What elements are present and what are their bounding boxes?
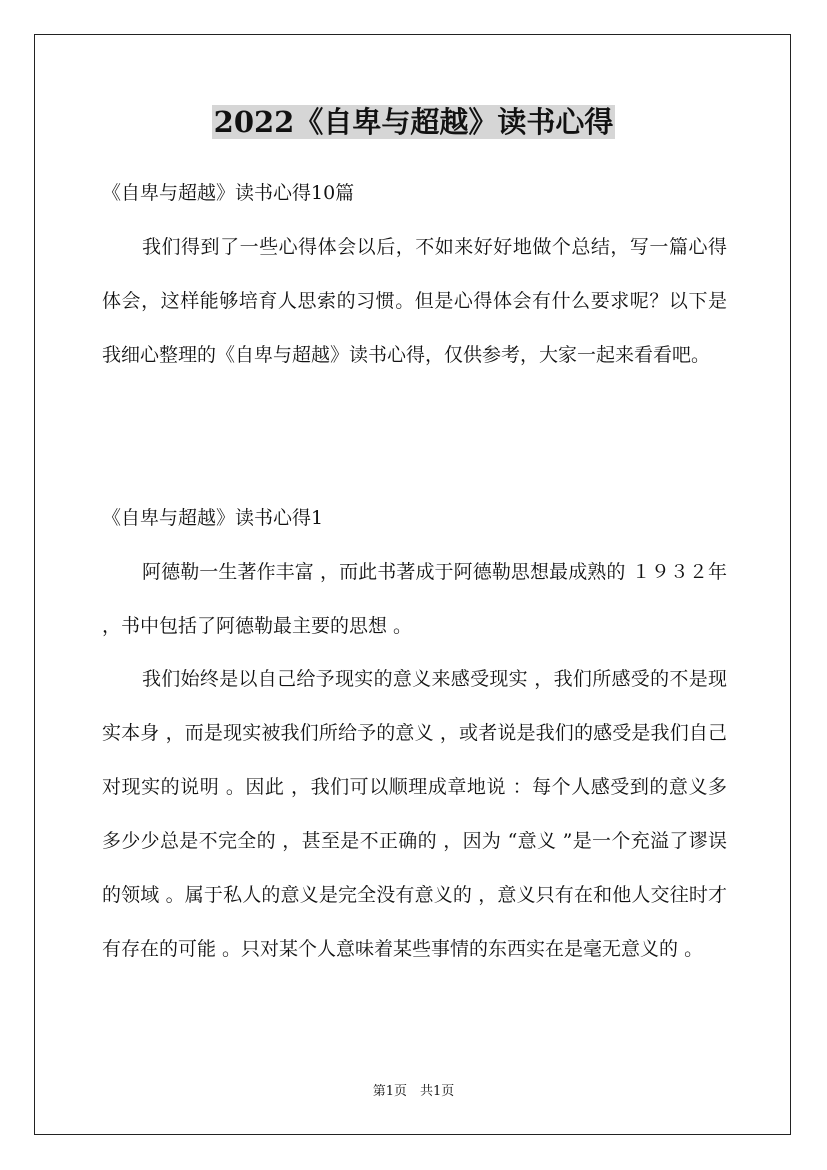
title-text: 2022《自卑与超越》读书心得 [213,105,614,139]
page-footer: 第1页 共1页 [372,1084,455,1099]
body-paragraph-1: 阿德勒一生著作丰富 ，而此书著成于阿德勒思想最成熟的 １９３２年 ，书中包括了阿德勒最主要的思想 。 [102,561,727,637]
section-heading: 《自卑与超越》读书心得1 [102,507,324,529]
body-paragraph-2: 我们始终是以自己给予现实的意义来感受现实 ，我们所感受的不是现实本身 ，而是现实被我们所给予的意义 ，或者说是我们的感受是我们自己对现实的说明 。因此 ，我们可以顺理成章地说 ：每个人感受到的意义多多少少总是不完全的 ，甚至是不正确的 ，因为 “意义 ”是一个充溢了谬误的领域 。属于私人的意义是完全没有意义的 ，意义只有在和他人交往时才有存在的可能 。只对某个人意味着某些事情的东西实在是毫无意义的 。 [102,668,727,960]
document-subtitle: 《自卑与超越》读书心得10篇 [102,182,355,204]
intro-paragraph: 我们得到了一些心得体会以后，不如来好好地做个总结，写一篇心得体会，这样能够培育人思索的习惯。但是心得体会有什么要求呢？以下是我细心整理的《自卑与超越》读书心得，仅供参考，大家一起来看看吧。 [102,236,727,366]
document-title [0,100,827,144]
